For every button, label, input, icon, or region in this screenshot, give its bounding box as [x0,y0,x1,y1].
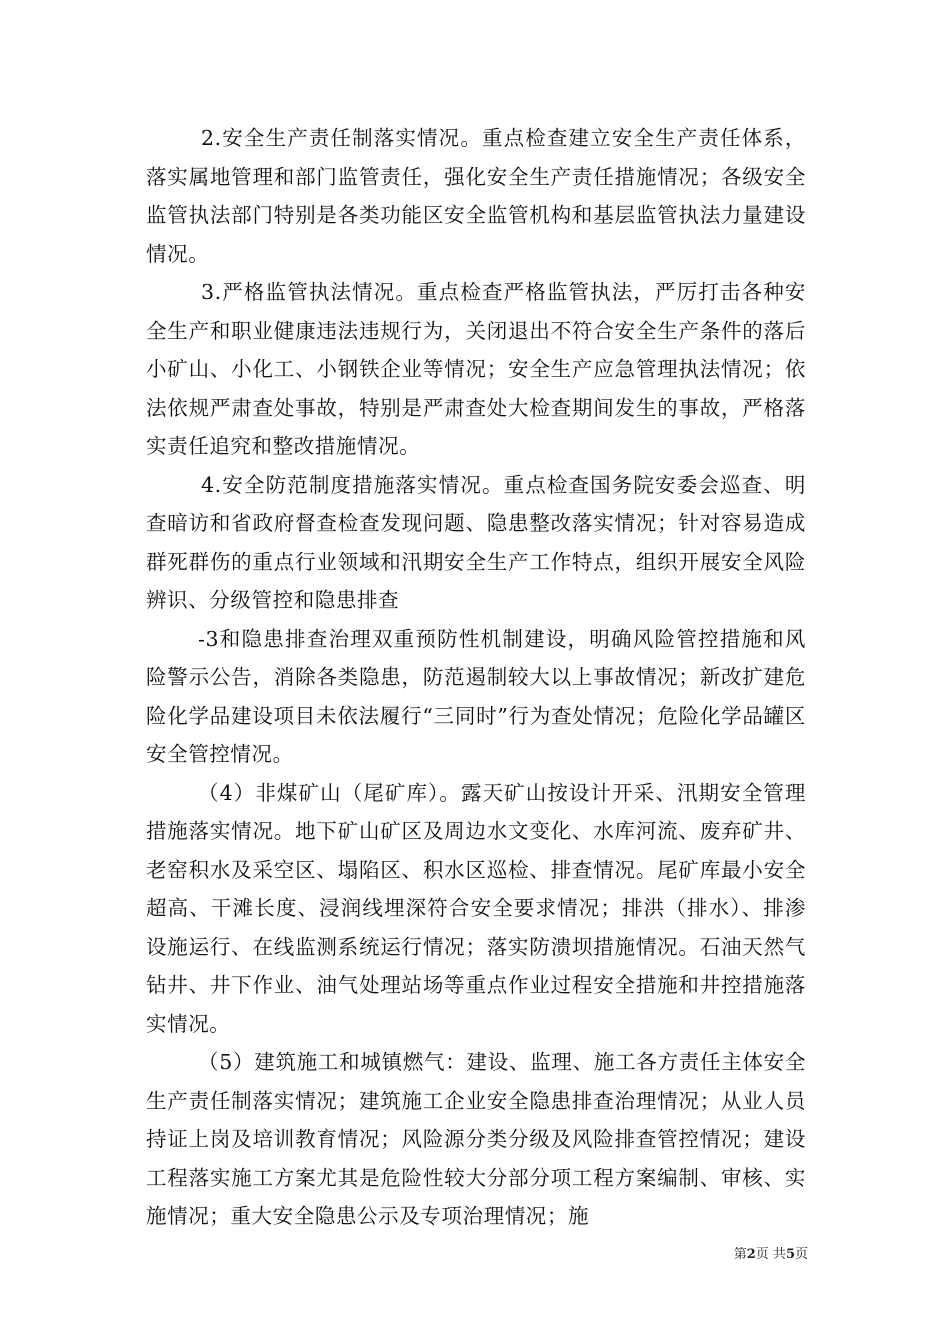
current-page-number: 2 [746,1247,756,1262]
page-number-footer [0,1247,808,1263]
body-text [146,119,806,1236]
paragraph-construction-gas: （5）建筑施工和城镇燃气：建设、监理、施工各方责任主体安全生产责任制落实情况；建筑施工企业安全隐患排查治理情况；从业人员持证上岗及培训教育情况；风险源分类分级及风险排查管控情况；建设工程落实施工方案尤其是危险性较大分部分项工程方案编制、审核、实施情况；重大安全隐患公示及专项治理情况；施 [146,1050,806,1228]
paragraph-continuation: -3和隐患排查治理双重预防性机制建设，明确风险管控措施和风险警示公告，消除各类隐患，防范遏制较大以上事故情况；新改扩建危险化学品建设项目未依法履行“三同时”行为查处情况；危险化学品罐区安全管控情况。 [146,626,806,766]
total-pages-number: 5 [785,1247,795,1262]
paragraph-non-coal-mines: （4）非煤矿山（尾矿库）。露天矿山按设计开采、汛期安全管理措施落实情况。地下矿山矿区及周边水文变化、水库河流、废弃矿井、老窑积水及采空区、塌陷区、积水区巡检、排查情况。尾矿库最小安全超高、干滩长度、浸润线埋深符合安全要求情况；排洪（排水）、排渗设施运行、在线监测系统运行情况；落实防溃坝措施情况。石油天然气钻井、井下作业、油气处理站场等重点作业过程安全措施和井控措施落实情况。 [146,780,806,1036]
footer-suffix: 页 [794,1247,808,1262]
footer-middle: 页 共 [755,1247,786,1262]
paragraph-item-3: 3.严格监管执法情况。重点检查严格监管执法，严厉打击各种安全生产和职业健康违法违规行为，关闭退出不符合安全生产条件的落后小矿山、小化工、小钢铁企业等情况；安全生产应急管理执法情况；依法依规严肃查处事故，特别是严肃查处大检查期间发生的事故，严格落实责任追究和整改措施情况。 [146,280,806,458]
paragraph-item-4: 4.安全防范制度措施落实情况。重点检查国务院安委会巡查、明查暗访和省政府督查检查发现问题、隐患整改落实情况；针对容易造成群死群伤的重点行业领域和汛期安全生产工作特点，组织开展安全风险辨识、分级管控和隐患排查 [146,472,806,612]
paragraph-item-2: 2.安全生产责任制落实情况。重点检查建立安全生产责任体系，落实属地管理和部门监管责任，强化安全生产责任措施情况；各级安全监管执法部门特别是各类功能区安全监管机构和基层监管执法力量建设情况。 [146,126,806,266]
footer-prefix: 第 [733,1247,747,1262]
